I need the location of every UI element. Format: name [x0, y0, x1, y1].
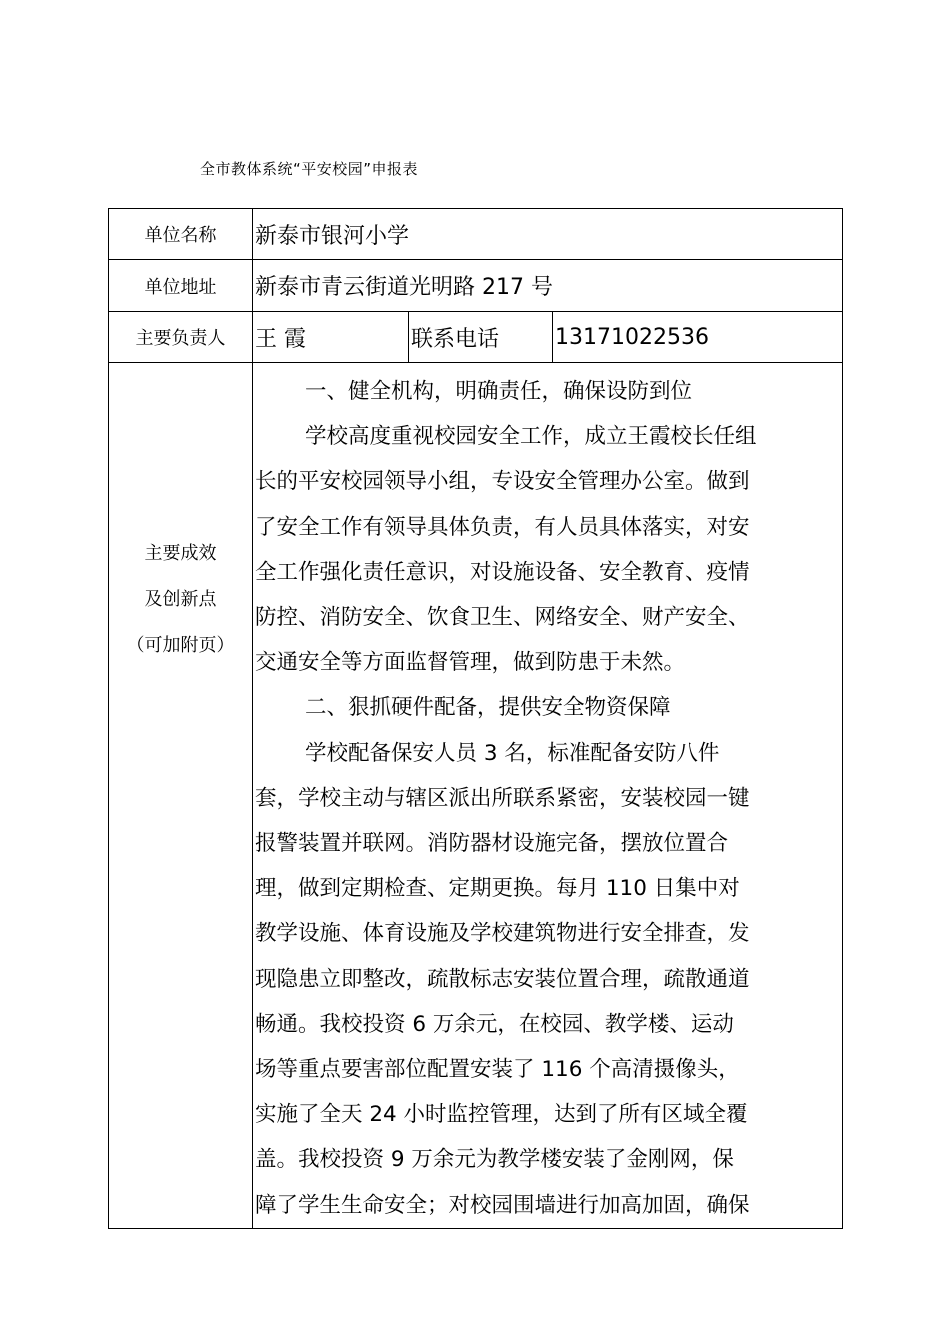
paragraph-line: 学校高度重视校园安全工作，成立王霞校长任组	[305, 424, 757, 450]
paragraph-line: 长的平安校园领导小组，专设安全管理办公室。做到	[255, 469, 750, 495]
section-heading: 二、狠抓硬件配备，提供安全物资保障	[305, 695, 671, 721]
section-heading: 一、健全机构，明确责任，确保设防到位	[305, 379, 693, 404]
paragraph-line: 畅通。我校投资 6 万余元，在校园、教学楼、运动	[255, 1011, 734, 1037]
paragraph-line: 了安全工作有领导具体负责，有人员具体落实，对安	[255, 514, 750, 540]
paragraph-line: 场等重点要害部位配置安装了 116 个高清摄像头，	[255, 1057, 740, 1083]
achievements-label-line: （可加附页）	[126, 635, 235, 656]
unit-address-value: 新泰市青云街道光明路 217 号	[253, 260, 843, 312]
unit-name-label: 单位名称	[109, 209, 253, 260]
achievements-content	[253, 363, 843, 1229]
application-form-table	[108, 208, 843, 1229]
paragraph-line: 防控、消防安全、饮食卫生、网络安全、财产安全、	[255, 605, 750, 631]
paragraph-line: 实施了全天 24 小时监控管理，达到了所有区域全覆	[255, 1102, 748, 1128]
paragraph-line: 障了学生生命安全；对校园围墙进行加高加固，确保	[255, 1192, 750, 1218]
achievements-label	[109, 363, 253, 1229]
paragraph-line: 教学设施、体育设施及学校建筑物进行安全排查，发	[255, 921, 750, 947]
paragraph-line: 报警装置并联网。消防器材设施完备，摆放位置合	[255, 831, 729, 857]
unit-name-value: 新泰市银河小学	[253, 209, 843, 260]
leader-value: 王 霞	[253, 312, 409, 363]
document-title: 全市教体系统“平安校园”申报表	[200, 160, 419, 178]
unit-address-label: 单位地址	[109, 260, 253, 312]
phone-value: 13171022536	[553, 312, 843, 363]
phone-label: 联系电话	[409, 312, 553, 363]
achievements-row	[109, 363, 843, 1229]
paragraph-line: 全工作强化责任意识，对设施设备、安全教育、疫情	[255, 559, 750, 585]
achievements-label-line: 及创新点	[144, 589, 217, 610]
paragraph-line: 盖。我校投资 9 万余元为教学楼安装了金刚网，保	[255, 1147, 734, 1173]
paragraph-line: 理，做到定期检查、定期更换。每月 110 日集中对	[255, 876, 740, 902]
leader-label: 主要负责人	[109, 312, 253, 363]
paragraph-line: 现隐患立即整改，疏散标志安装位置合理，疏散通道	[255, 966, 750, 992]
paragraph-line: 套，学校主动与辖区派出所联系紧密，安装校园一键	[255, 785, 750, 811]
paragraph-line: 学校配备保安人员 3 名，标准配备安防八件	[305, 740, 720, 766]
unit-address-row	[109, 260, 843, 312]
paragraph-line: 交通安全等方面监督管理，做到防患于未然。	[255, 650, 686, 676]
achievements-label-line: 主要成效	[144, 543, 217, 564]
leader-row	[109, 312, 843, 363]
unit-name-row	[109, 209, 843, 260]
